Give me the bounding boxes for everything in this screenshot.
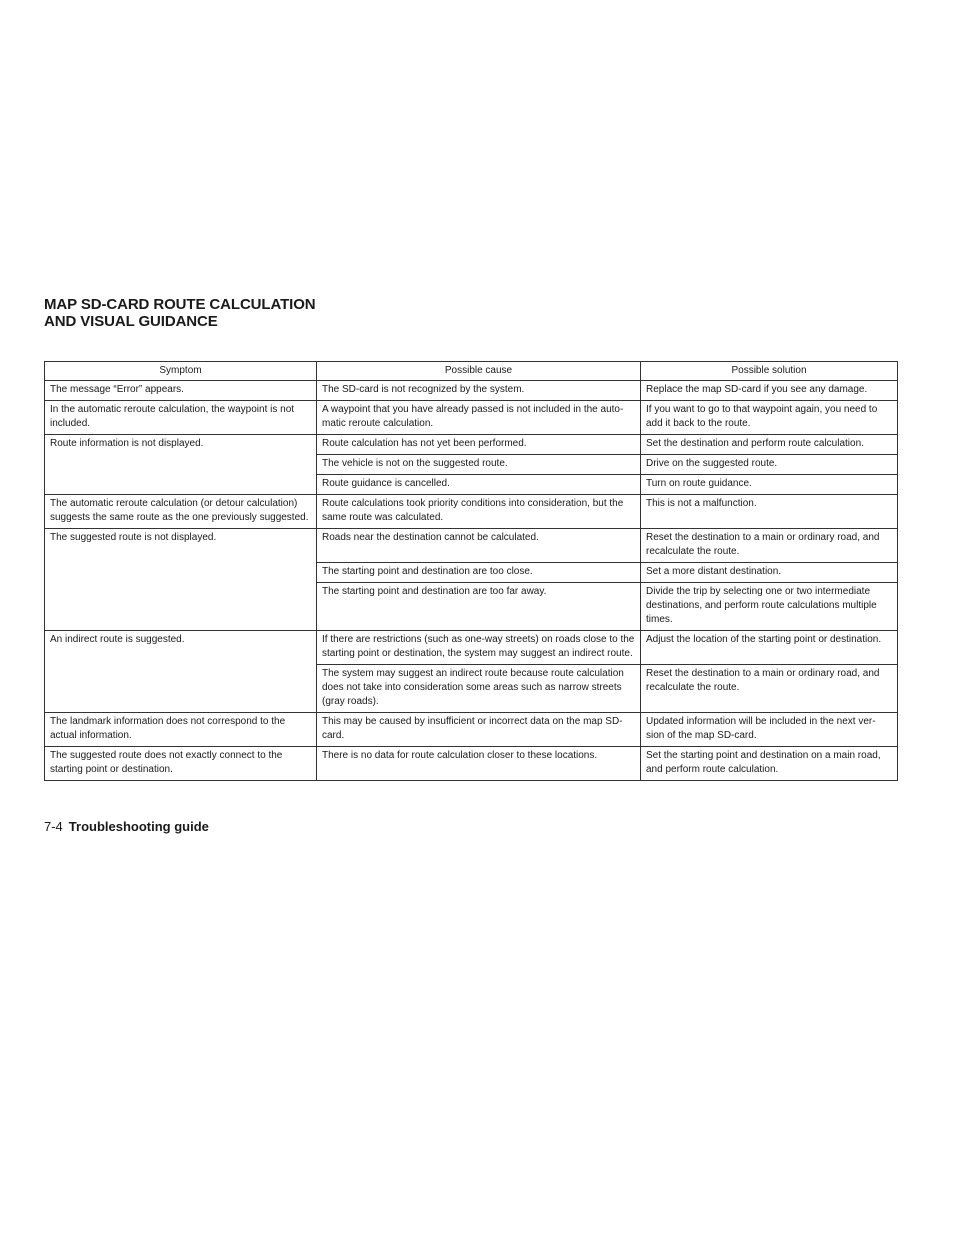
symptom-cell: An indirect route is suggested.	[45, 631, 317, 713]
solution-cell: Adjust the location of the starting point or destination.	[641, 631, 898, 665]
footer-section-title: Troubleshooting guide	[68, 819, 209, 834]
table-header-row	[45, 362, 898, 381]
cause-cell: The starting point and destination are too far away.	[317, 583, 641, 631]
section-heading	[44, 297, 316, 330]
symptom-cell: The landmark information does not correspond to the actual information.	[45, 713, 317, 747]
table-row	[45, 631, 898, 665]
cause-cell: A waypoint that you have already passed is not included in the auto-matic reroute calculation.	[317, 401, 641, 435]
page-number: 7-4	[44, 819, 63, 834]
cause-cell: Route calculation has not yet been performed.	[317, 435, 641, 455]
troubleshooting-table	[44, 361, 898, 781]
solution-cell: Replace the map SD-card if you see any damage.	[641, 381, 898, 401]
page-footer	[44, 819, 209, 835]
cause-cell: The SD-card is not recognized by the system.	[317, 381, 641, 401]
table-row	[45, 495, 898, 529]
cause-cell: Route calculations took priority conditions into consideration, but the same route was calculated.	[317, 495, 641, 529]
symptom-cell: In the automatic reroute calculation, the waypoint is not included.	[45, 401, 317, 435]
table-row	[45, 381, 898, 401]
header-possible-solution: Possible solution	[641, 362, 898, 381]
section-heading-line-1: MAP SD-CARD ROUTE CALCULATION	[44, 296, 316, 313]
cause-cell: The vehicle is not on the suggested route.	[317, 455, 641, 475]
cause-cell: Route guidance is cancelled.	[317, 475, 641, 495]
table-row	[45, 529, 898, 563]
symptom-cell: Route information is not displayed.	[45, 435, 317, 495]
symptom-cell: The message “Error” appears.	[45, 381, 317, 401]
cause-cell: The system may suggest an indirect route because route calculation does not take into consideration some areas such as narrow streets (gray roads).	[317, 665, 641, 713]
symptom-cell: The suggested route does not exactly connect to the starting point or destination.	[45, 747, 317, 781]
header-possible-cause: Possible cause	[317, 362, 641, 381]
solution-cell: Set the destination and perform route calculation.	[641, 435, 898, 455]
symptom-cell: The suggested route is not displayed.	[45, 529, 317, 631]
solution-cell: Updated information will be included in the next ver-sion of the map SD-card.	[641, 713, 898, 747]
solution-cell: If you want to go to that waypoint again, you need to add it back to the route.	[641, 401, 898, 435]
solution-cell: Reset the destination to a main or ordinary road, and recalculate the route.	[641, 529, 898, 563]
table-row	[45, 435, 898, 455]
solution-cell: Drive on the suggested route.	[641, 455, 898, 475]
solution-cell: This is not a malfunction.	[641, 495, 898, 529]
section-heading-line-2: AND VISUAL GUIDANCE	[44, 312, 218, 330]
solution-cell: Reset the destination to a main or ordinary road, and recalculate the route.	[641, 665, 898, 713]
cause-cell: This may be caused by insufficient or incorrect data on the map SD-card.	[317, 713, 641, 747]
cause-cell: If there are restrictions (such as one-way streets) on roads close to the starting point or destination, the system may suggest an indirect route.	[317, 631, 641, 665]
solution-cell: Set a more distant destination.	[641, 563, 898, 583]
solution-cell: Divide the trip by selecting one or two intermediate destinations, and perform route calculations multiple times.	[641, 583, 898, 631]
cause-cell: The starting point and destination are too close.	[317, 563, 641, 583]
table-row	[45, 401, 898, 435]
solution-cell: Set the starting point and destination on a main road, and perform route calculation.	[641, 747, 898, 781]
header-symptom: Symptom	[45, 362, 317, 381]
cause-cell: Roads near the destination cannot be calculated.	[317, 529, 641, 563]
symptom-cell: The automatic reroute calculation (or detour calculation) suggests the same route as the one previously suggested.	[45, 495, 317, 529]
table-row	[45, 747, 898, 781]
cause-cell: There is no data for route calculation closer to these locations.	[317, 747, 641, 781]
solution-cell: Turn on route guidance.	[641, 475, 898, 495]
table-row	[45, 713, 898, 747]
